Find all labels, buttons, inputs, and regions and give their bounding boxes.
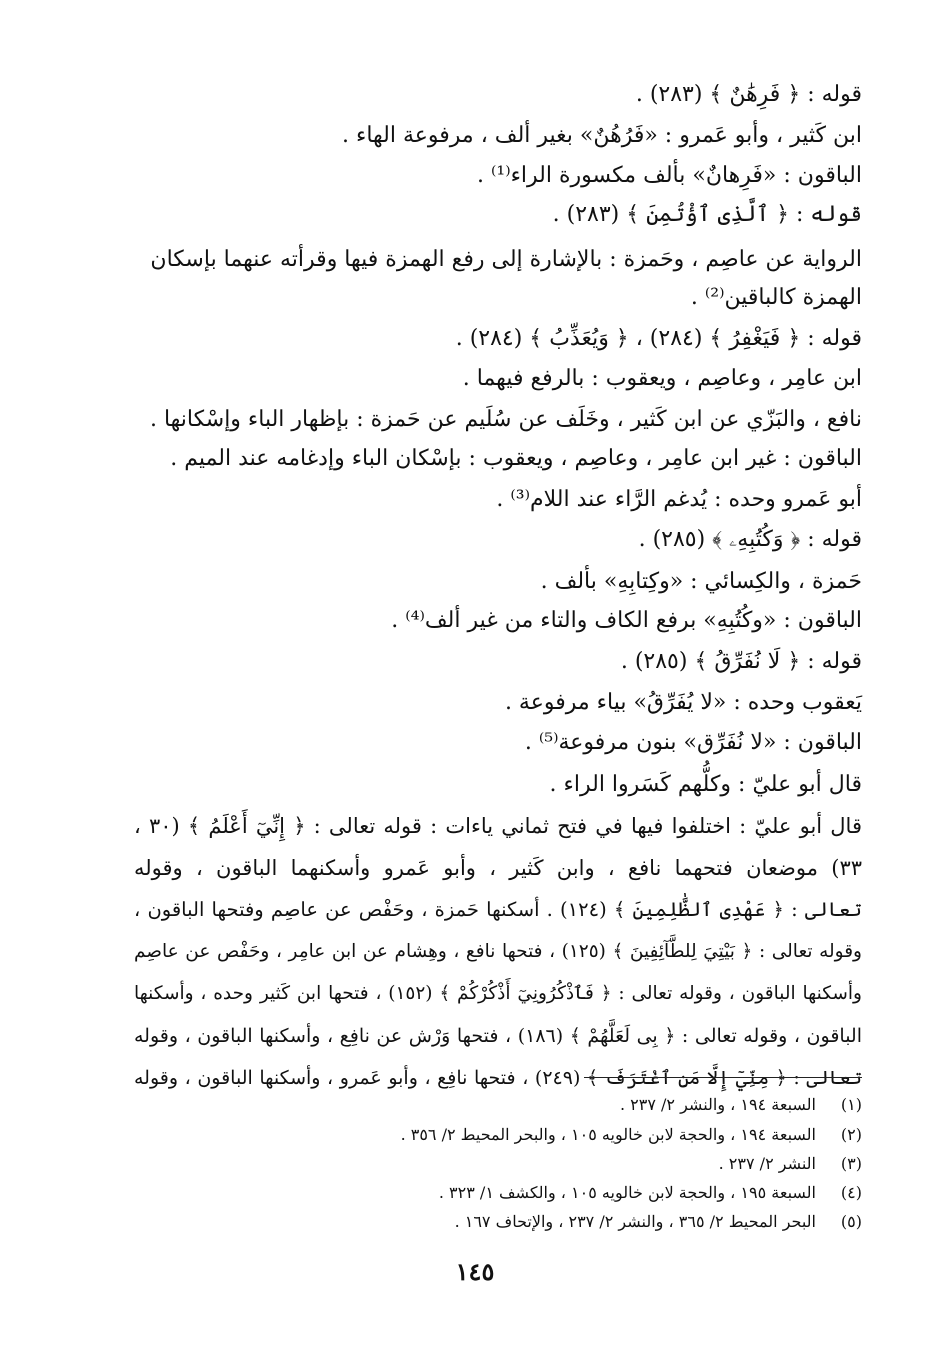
footnote-text: النشر ٢/ ٢٣٧ . — [718, 1154, 816, 1173]
paragraph-line: تعالى : ﴿ عَهْدِى ٱلظَّٰلِمِينَ ﴾ (١٢٤) . أسكنها حَمزة ، وحَفْص عن عاصِم وفتحها الباقون ، — [134, 898, 862, 921]
footnote-number: (١) — [840, 1095, 862, 1114]
text-line: قوله : ﴿ فَيَغْفِرُ ﴾ (٢٨٤) ، ﴿ وَيُعَذِّبُ ﴾ (٢٨٤) . — [455, 326, 862, 351]
text-line: الباقون : غير ابن عامِر ، وعاصِم ، ويعقوب : بإسْكان الباء وإدغامه عند الميم . — [170, 446, 862, 471]
footnote — [455, 1209, 862, 1235]
paragraph-line: تعالى : ﴿ مِنِّيٓ إِلَّا مَنِ ٱغْتَرَفَ ﴾ (٢٤٩) ، فتحها نافِع ، وأبو عَمرو ، وأسكنها الباقون ، وقوله — [134, 1067, 862, 1089]
footnote-text: السبعة ١٩٥ ، والحجة لابن خالويه ١٠٥ ، والكشف ١/ ٣٢٣ . — [438, 1183, 816, 1202]
paragraph-line: ٣٣) موضعان فتحهما نافع ، وابن كَثير ، وأبو عَمرو وأسكنهما الباقون ، وقوله — [134, 856, 862, 880]
page-number: ١٤٥ — [455, 1257, 495, 1286]
footnote-number: (٢) — [840, 1125, 862, 1144]
text-line: أبو عَمرو وحده : يُدغم الرَّاء عند اللام⁽³⁾ . — [496, 487, 862, 512]
text-line: قوله : ﴿ فَرِهَٰنٌ ﴾ (٢٨٣) . — [635, 82, 862, 107]
commentary-paragraph — [134, 805, 862, 1099]
text-line: الباقون : «فَرِهانٌ» بألف مكسورة الراء⁽¹⁾ . — [476, 163, 862, 188]
text-line: يَعقوب وحده : «لا يُفَرِّقُ» بياء مرفوعة . — [504, 690, 862, 715]
paragraph-line: وقوله تعالى : ﴿ بَيْتِيَ لِلطَّآئِفِينَ ﴾ (١٢٥) ، فتحها نافع ، وهِشام عن ابن عامِر ، وحَفْص عن عاصِم — [134, 941, 862, 962]
footnote-number: (٤) — [840, 1183, 862, 1202]
text-line: حَمزة ، والكِسائي : «وكِتابِهِ» بألف . — [540, 569, 862, 594]
footnote-number: (٥) — [840, 1212, 862, 1231]
text-line: الهمزة كالباقين⁽²⁾ . — [690, 285, 862, 310]
text-line: قوله : ﴿ وَكُتُبِهِۦ ﴾ (٢٨٥) . — [638, 527, 862, 552]
text-line: نافع ، والبَزّي عن ابن كَثير ، وخَلَف عن سُلَيم عن حَمزة : بإظهار الباء وإسْكانها . — [149, 407, 862, 432]
footnote-text: السبعة ١٩٤ ، والحجة لابن خالويه ١٠٥ ، والبحر المحيط ٢/ ٣٥٦ . — [400, 1125, 816, 1144]
paragraph-line: وأسكنها الباقون ، وقوله تعالى : ﴿ فَٱذْكُرُونِيٓ أَذْكُرْكُمْ ﴾ (١٥٢) ، فتحها ابن كَثير وحده ، وأسكنها — [134, 983, 862, 1004]
text-line: ابن كَثير ، وأبو عَمرو : «فَرُهُنٌ» بغير ألف ، مرفوعة الهاء . — [342, 123, 862, 148]
text-line: قال أبو عليّ : وكلُّهم كَسَروا الراء . — [549, 772, 862, 797]
text-line: قوله : ﴿ ٱلَّذِى ٱؤْتُمِنَ ﴾ (٢٨٣) . — [552, 202, 862, 227]
text-line: قوله : ﴿ لَا نُفَرِّقُ ﴾ (٢٨٥) . — [620, 649, 862, 674]
footnote — [439, 1180, 862, 1206]
text-line: ابن عامِر ، وعاصِم ، ويعقوب : بالرفع فيهما . — [462, 366, 862, 391]
text-line: الرواية عن عاصِم ، وحَمزة : بالإشارة إلى رفع الهمزة فيها وقرأته عنهما بإسكان — [150, 247, 862, 272]
footnote — [620, 1092, 862, 1118]
footnote-divider — [584, 1077, 862, 1078]
text-line: الباقون : «لا نُفَرِّق» بنون مرفوعة⁽⁵⁾ . — [524, 730, 862, 755]
footnote-number: (٣) — [840, 1154, 862, 1173]
paragraph-line: قال أبو عليّ : اختلفوا فيها في فتح ثماني ياءات : قوله تعالى : ﴿ إِنِّيٓ أَعْلَمُ ﴾ (٣٠ ، — [134, 814, 862, 838]
footnote — [401, 1122, 862, 1148]
text-line: الباقون : «وكُتُبِهِ» برفع الكاف والتاء من غير ألف⁽⁴⁾ . — [391, 608, 862, 633]
footnote — [719, 1151, 862, 1177]
paragraph-line: الباقون ، وقوله تعالى : ﴿ بِى لَعَلَّهُمْ ﴾ (١٨٦) ، فتحها وَرْش عن نافِع ، وأسكنها الباقون ، وقوله — [134, 1025, 862, 1047]
footnote-text: السبعة ١٩٤ ، والنشر ٢/ ٢٣٧ . — [619, 1095, 816, 1114]
footnote-text: البحر المحيط ٢/ ٣٦٥ ، والنشر ٢/ ٢٣٧ ، والإتحاف ١٦٧ . — [454, 1212, 816, 1231]
